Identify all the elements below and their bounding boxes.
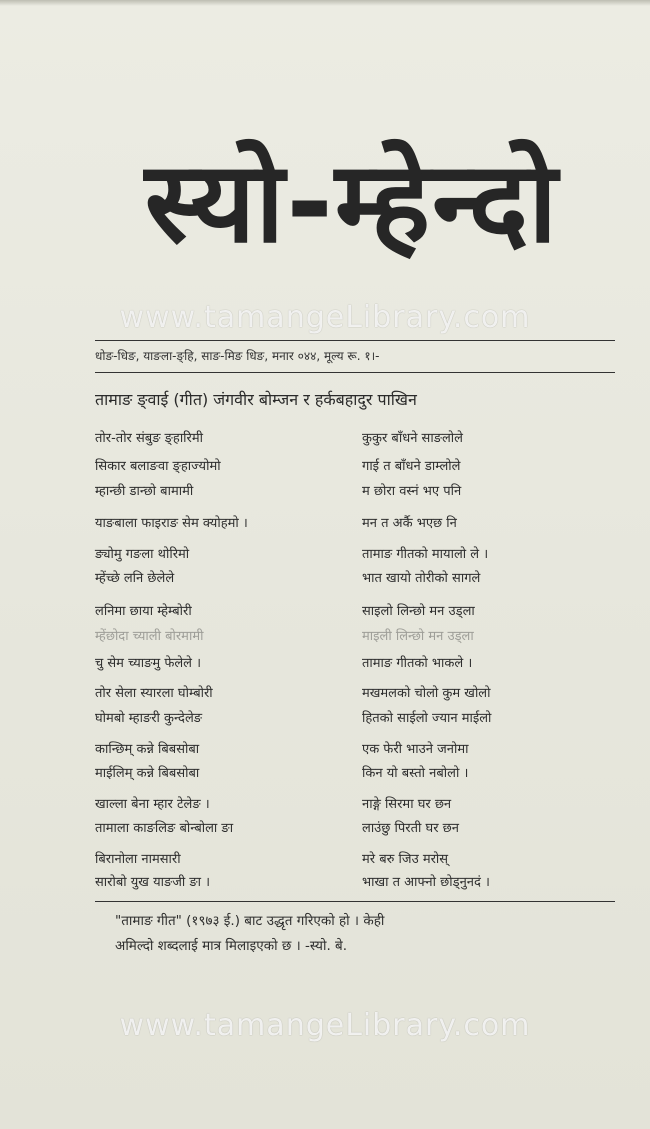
nepali-line: किन यो बस्तो नबोलो । — [362, 766, 469, 781]
nepali-line: तामाङ गीतको भाकले । — [362, 656, 473, 671]
tamang-line: बिरानोला नामसारी — [95, 852, 181, 867]
nepali-line: मन त अर्कै भएछ नि — [362, 516, 457, 531]
tamang-line: म्हेंच्छे लनि छेलेले — [95, 571, 175, 586]
nepali-line: मरे बरु जिउ मरोस् — [362, 852, 449, 867]
watermark-top: www.tamangeLibrary.com — [119, 300, 531, 335]
masthead — [92, 118, 612, 288]
nepali-line: एक फेरी भाउने जनोमा — [362, 742, 469, 757]
nepali-line: मखमलको चोलो कुम खोलो — [362, 686, 491, 701]
nepali-line: तामाङ गीतको मायालो ले । — [362, 547, 489, 562]
footnote-line-2: अमिल्दो शब्दलाई मात्र मिलाइएको छ । -स्यो. बे. — [115, 938, 348, 954]
nepali-line: कुकुर बाँधने साङलोले — [362, 431, 463, 446]
watermark-bottom: www.tamangeLibrary.com — [119, 1008, 531, 1043]
nepali-line: माइली लिन्छो मन उड्ला — [362, 629, 474, 644]
tamang-line: चु सेम च्याङमु फेलेले । — [95, 656, 202, 671]
nepali-line: साइलो लिन्छो मन उड्ला — [362, 604, 475, 619]
rule-above-footnote — [95, 901, 615, 902]
tamang-line: ङ्योमु गङला थोरिमो — [95, 547, 190, 562]
tamang-line: म्हेंछोदा च्याली बोरमामी — [95, 629, 204, 644]
nepali-line: म छोरा वस्नं भए पनि — [362, 484, 462, 499]
tamang-line: माईलिम् कन्ने बिबसोबा — [95, 766, 200, 781]
rule-below-publine — [95, 372, 615, 373]
tamang-line: म्हान्छी डान्छो बामामी — [95, 484, 194, 499]
tamang-line: खाल्ला बेना म्हार टेलेङ । — [95, 797, 210, 812]
poem-heading: तामाङ ङ्वाई (गीत) जंगवीर बोम्जन र हर्कबहादुर पाखिन — [95, 390, 417, 409]
tamang-line: तामाला काङलिङ बोन्बोला ङा — [95, 821, 234, 836]
rule-top — [95, 340, 615, 341]
page-top-shadow — [0, 0, 650, 6]
tamang-line: कान्छिम् कन्ने बिबसोबा — [95, 742, 200, 757]
tamang-line: सारोबो युख याङजी ङा । — [95, 875, 211, 890]
footnote-line-1: "तामाङ गीत" (१९७३ ई.) बाट उद्धृत गरिएको हो । केही — [115, 913, 385, 929]
tamang-line: याङबाला फाइराङ सेम क्योहमो । — [95, 516, 248, 531]
nepali-line: नाङ्गे सिरमा घर छन — [362, 797, 452, 812]
tamang-line: तोर सेला स्यारला घोम्बोरी — [95, 686, 213, 701]
masthead-title: स्यो-म्हेन्दो — [144, 138, 560, 268]
nepali-line: हितको साईलो ज्यान माईलो — [362, 711, 492, 726]
tamang-line: सिकार बलाङवा ङ्हाज्योमो — [95, 459, 221, 474]
tamang-line: तोर-तोर संबुङ ङ्हारिमी — [95, 431, 204, 446]
nepali-line: भात खायो तोरीको सागले — [362, 571, 481, 586]
nepali-line: लाउंछु पिरती घर छन — [362, 821, 459, 836]
nepali-line: गाई त बाँधने डाम्लोले — [362, 459, 461, 474]
tamang-line: घोमबो म्हाङरी कुन्देलेङ — [95, 711, 203, 726]
publication-line: धोङ-धिङ, याङला-ङ्हि, साङ-मिङ धिङ, मनार ०४४, मूल्य रू. १।- — [95, 349, 380, 363]
tamang-line: लनिमा छाया म्हेम्बोरी — [95, 604, 192, 619]
nepali-line: भाखा त आफ्नो छोड्नुनदं । — [362, 875, 490, 890]
